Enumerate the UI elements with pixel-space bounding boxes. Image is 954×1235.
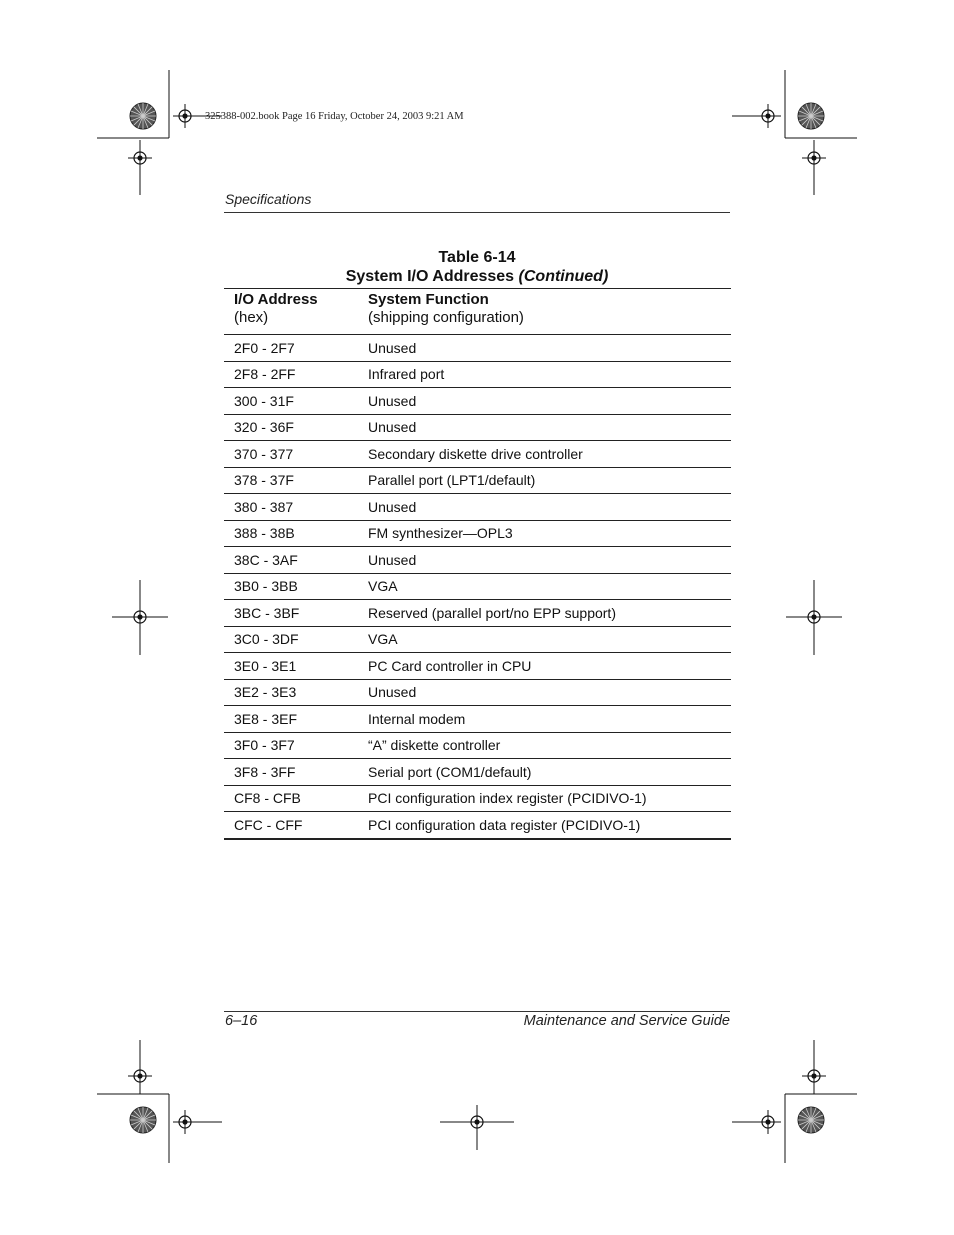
column-header-system-function bbox=[358, 289, 731, 335]
system-function-cell: Infrared port bbox=[358, 361, 731, 388]
system-function-cell: FM synthesizer—OPL3 bbox=[358, 520, 731, 547]
system-function-cell: PC Card controller in CPU bbox=[358, 653, 731, 680]
color-wheel-icon bbox=[798, 103, 824, 129]
table-row bbox=[224, 679, 731, 706]
system-function-cell: PCI configuration data register (PCIDIVO-1) bbox=[358, 812, 731, 839]
io-address-cell: 3C0 - 3DF bbox=[224, 626, 358, 653]
table-row bbox=[224, 812, 731, 839]
table-row bbox=[224, 467, 731, 494]
system-function-cell: Unused bbox=[358, 494, 731, 521]
column-header-sub: (hex) bbox=[234, 309, 269, 326]
table-row bbox=[224, 785, 731, 812]
io-address-cell: 38C - 3AF bbox=[224, 547, 358, 574]
color-wheel-icon bbox=[130, 103, 156, 129]
table-row bbox=[224, 335, 731, 362]
table-title bbox=[224, 267, 730, 286]
io-address-table bbox=[224, 288, 731, 840]
io-address-cell: 3E8 - 3EF bbox=[224, 706, 358, 733]
system-function-cell: Serial port (COM1/default) bbox=[358, 759, 731, 786]
io-address-cell: 300 - 31F bbox=[224, 388, 358, 415]
system-function-cell: Internal modem bbox=[358, 706, 731, 733]
table-row bbox=[224, 441, 731, 468]
io-address-cell: 388 - 38B bbox=[224, 520, 358, 547]
io-address-cell: 370 - 377 bbox=[224, 441, 358, 468]
io-address-cell: 380 - 387 bbox=[224, 494, 358, 521]
table-row bbox=[224, 388, 731, 415]
system-function-cell: PCI configuration index register (PCIDIVO-1) bbox=[358, 785, 731, 812]
io-address-cell: 3F8 - 3FF bbox=[224, 759, 358, 786]
table-row bbox=[224, 494, 731, 521]
system-function-cell: Reserved (parallel port/no EPP support) bbox=[358, 600, 731, 627]
color-wheel-icon bbox=[798, 1107, 824, 1133]
system-function-cell: Secondary diskette drive controller bbox=[358, 441, 731, 468]
table-row bbox=[224, 626, 731, 653]
table-title-text: System I/O Addresses bbox=[345, 268, 515, 285]
print-slug: 325388-002.book Page 16 Friday, October 24, 2003 9:21 AM bbox=[205, 111, 464, 122]
system-function-cell: Unused bbox=[358, 679, 731, 706]
io-address-cell: 320 - 36F bbox=[224, 414, 358, 441]
column-header-io-address bbox=[224, 289, 358, 335]
table-row bbox=[224, 361, 731, 388]
system-function-cell: Unused bbox=[358, 414, 731, 441]
table-row bbox=[224, 573, 731, 600]
table-row bbox=[224, 520, 731, 547]
io-address-cell: 2F8 - 2FF bbox=[224, 361, 358, 388]
running-header: Specifications bbox=[225, 191, 312, 207]
page-number: 6–16 bbox=[225, 1013, 258, 1029]
header-rule bbox=[224, 212, 730, 213]
system-function-cell: Unused bbox=[358, 547, 731, 574]
system-function-cell: VGA bbox=[358, 573, 731, 600]
io-address-cell: 2F0 - 2F7 bbox=[224, 335, 358, 362]
column-header-label: System Function bbox=[368, 291, 489, 308]
table-number: Table 6-14 bbox=[438, 249, 516, 266]
io-address-cell: 3BC - 3BF bbox=[224, 600, 358, 627]
io-address-cell: CFC - CFF bbox=[224, 812, 358, 839]
table-row bbox=[224, 732, 731, 759]
table-continued: (Continued) bbox=[518, 268, 609, 285]
system-function-cell: Unused bbox=[358, 388, 731, 415]
table-row bbox=[224, 759, 731, 786]
guide-title: Maintenance and Service Guide bbox=[523, 1013, 730, 1029]
io-address-cell: 3F0 - 3F7 bbox=[224, 732, 358, 759]
table-row bbox=[224, 414, 731, 441]
footer-rule bbox=[224, 1011, 730, 1012]
table-row bbox=[224, 706, 731, 733]
column-header-label: I/O Address bbox=[234, 291, 318, 308]
io-address-cell: 3E0 - 3E1 bbox=[224, 653, 358, 680]
table-row bbox=[224, 547, 731, 574]
system-function-cell: Unused bbox=[358, 335, 731, 362]
table-body bbox=[224, 335, 731, 839]
system-function-cell: VGA bbox=[358, 626, 731, 653]
color-wheel-icon bbox=[130, 1107, 156, 1133]
io-address-cell: 378 - 37F bbox=[224, 467, 358, 494]
io-address-cell: CF8 - CFB bbox=[224, 785, 358, 812]
system-function-cell: “A” diskette controller bbox=[358, 732, 731, 759]
io-address-cell: 3E2 - 3E3 bbox=[224, 679, 358, 706]
table-row bbox=[224, 653, 731, 680]
column-header-sub: (shipping configuration) bbox=[368, 309, 524, 326]
system-function-cell: Parallel port (LPT1/default) bbox=[358, 467, 731, 494]
table-header-row bbox=[224, 289, 731, 335]
io-address-cell: 3B0 - 3BB bbox=[224, 573, 358, 600]
table-row bbox=[224, 600, 731, 627]
